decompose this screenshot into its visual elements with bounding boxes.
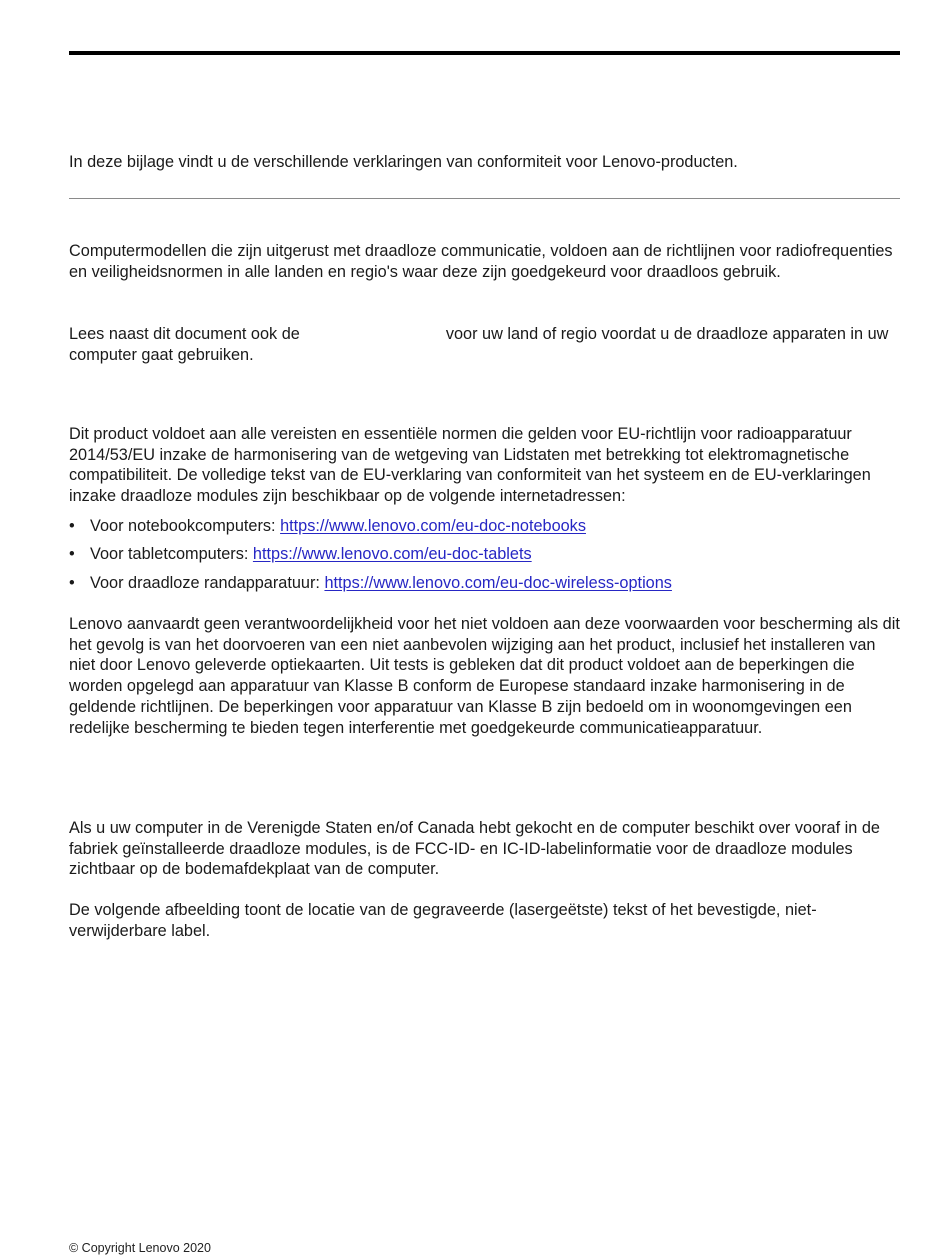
wireless-paragraph-2 (69, 324, 900, 365)
list-item (69, 516, 900, 544)
list-item-label: Voor draadloze randapparatuur: (90, 573, 320, 592)
wireless-paragraph-1: Computermodellen die zijn uitgerust met draadloze communicatie, voldoen aan de richtlijnen voor radiofrequenties en veiligheidsnormen in alle landen en regio's waar deze zijn goedgekeurd voor draadloos gebruik. (69, 242, 893, 281)
eu-doc-link-list (69, 516, 900, 601)
intro-paragraph: In deze bijlage vindt u de verschillende verklaringen van conformiteit voor Lenovo-producten. (69, 153, 738, 171)
bullet-icon: • (69, 545, 75, 564)
eu-doc-tablets-link[interactable]: https://www.lenovo.com/eu-doc-tablets (252, 545, 532, 564)
eu-doc-wireless-options-link[interactable]: https://www.lenovo.com/eu-doc-wireless-options (324, 573, 672, 592)
list-item (69, 544, 900, 572)
list-item-label: Voor tabletcomputers: (90, 545, 249, 564)
bullet-icon: • (69, 517, 75, 535)
bullet-icon: • (69, 573, 75, 592)
list-item-label: Voor notebookcomputers: (90, 517, 276, 535)
eu-paragraph-1: Dit product voldoet aan alle vereisten en essentiële normen die gelden voor EU-richtlijn voor radioapparatuur 2014/53/EU inzake de harmonisering van de wetgeving van Lidstaten met betrekking tot elektromagnetische compatibiliteit. De volledige tekst van de EU-verklaring van conformiteit van het systeem en de EU-verklaringen inzake draadloze modules zijn beschikbaar op de volgende internetadressen: (69, 425, 871, 506)
wireless-paragraph-2-start: Lees naast dit document ook de (69, 325, 300, 343)
us-canada-paragraph-2: De volgende afbeelding toont de locatie van de gegraveerde (lasergeëtste) tekst of het bevestigde, niet-verwijderbare label. (69, 901, 817, 940)
section-divider (69, 198, 900, 199)
copyright-footer: © Copyright Lenovo 2020 (69, 1241, 211, 1255)
eu-paragraph-2: Lenovo aanvaardt geen verantwoordelijkheid voor het niet voldoen aan deze voorwaarden voor bescherming als dit het gevolg is van het doorvoeren van een niet aanbevolen wijziging aan het product, inclusief het installeren van niet door Lenovo geleverde optiekaarten. Uit tests is gebleken dat dit product voldoet aan de beperkingen die worden opgelegd aan apparatuur van Klasse B conform de Europese standaard inzake harmonisering in de geldende richtlijnen. De beperkingen voor apparatuur van Klasse B zijn bedoeld om in woonomgevingen een redelijke bescherming te bieden tegen interferentie met goedgekeurde communicatieapparatuur. (69, 615, 900, 737)
us-canada-paragraph-1: Als u uw computer in de Verenigde Staten en/of Canada hebt gekocht en de computer beschikt over vooraf in de fabriek geïnstalleerde draadloze modules, is de FCC-ID- en IC-ID-labelinformatie voor de draadloze modules zichtbaar op de bodemafdekplaat van de computer. (69, 819, 880, 879)
top-rule-divider (69, 51, 900, 55)
wireless-paragraph-2-end: voor uw land of regio voordat u de draadloze apparaten in uw computer gaat gebruiken. (69, 325, 889, 364)
list-item (69, 573, 900, 601)
eu-doc-notebooks-link[interactable]: https://www.lenovo.com/eu-doc-notebooks (280, 517, 586, 535)
